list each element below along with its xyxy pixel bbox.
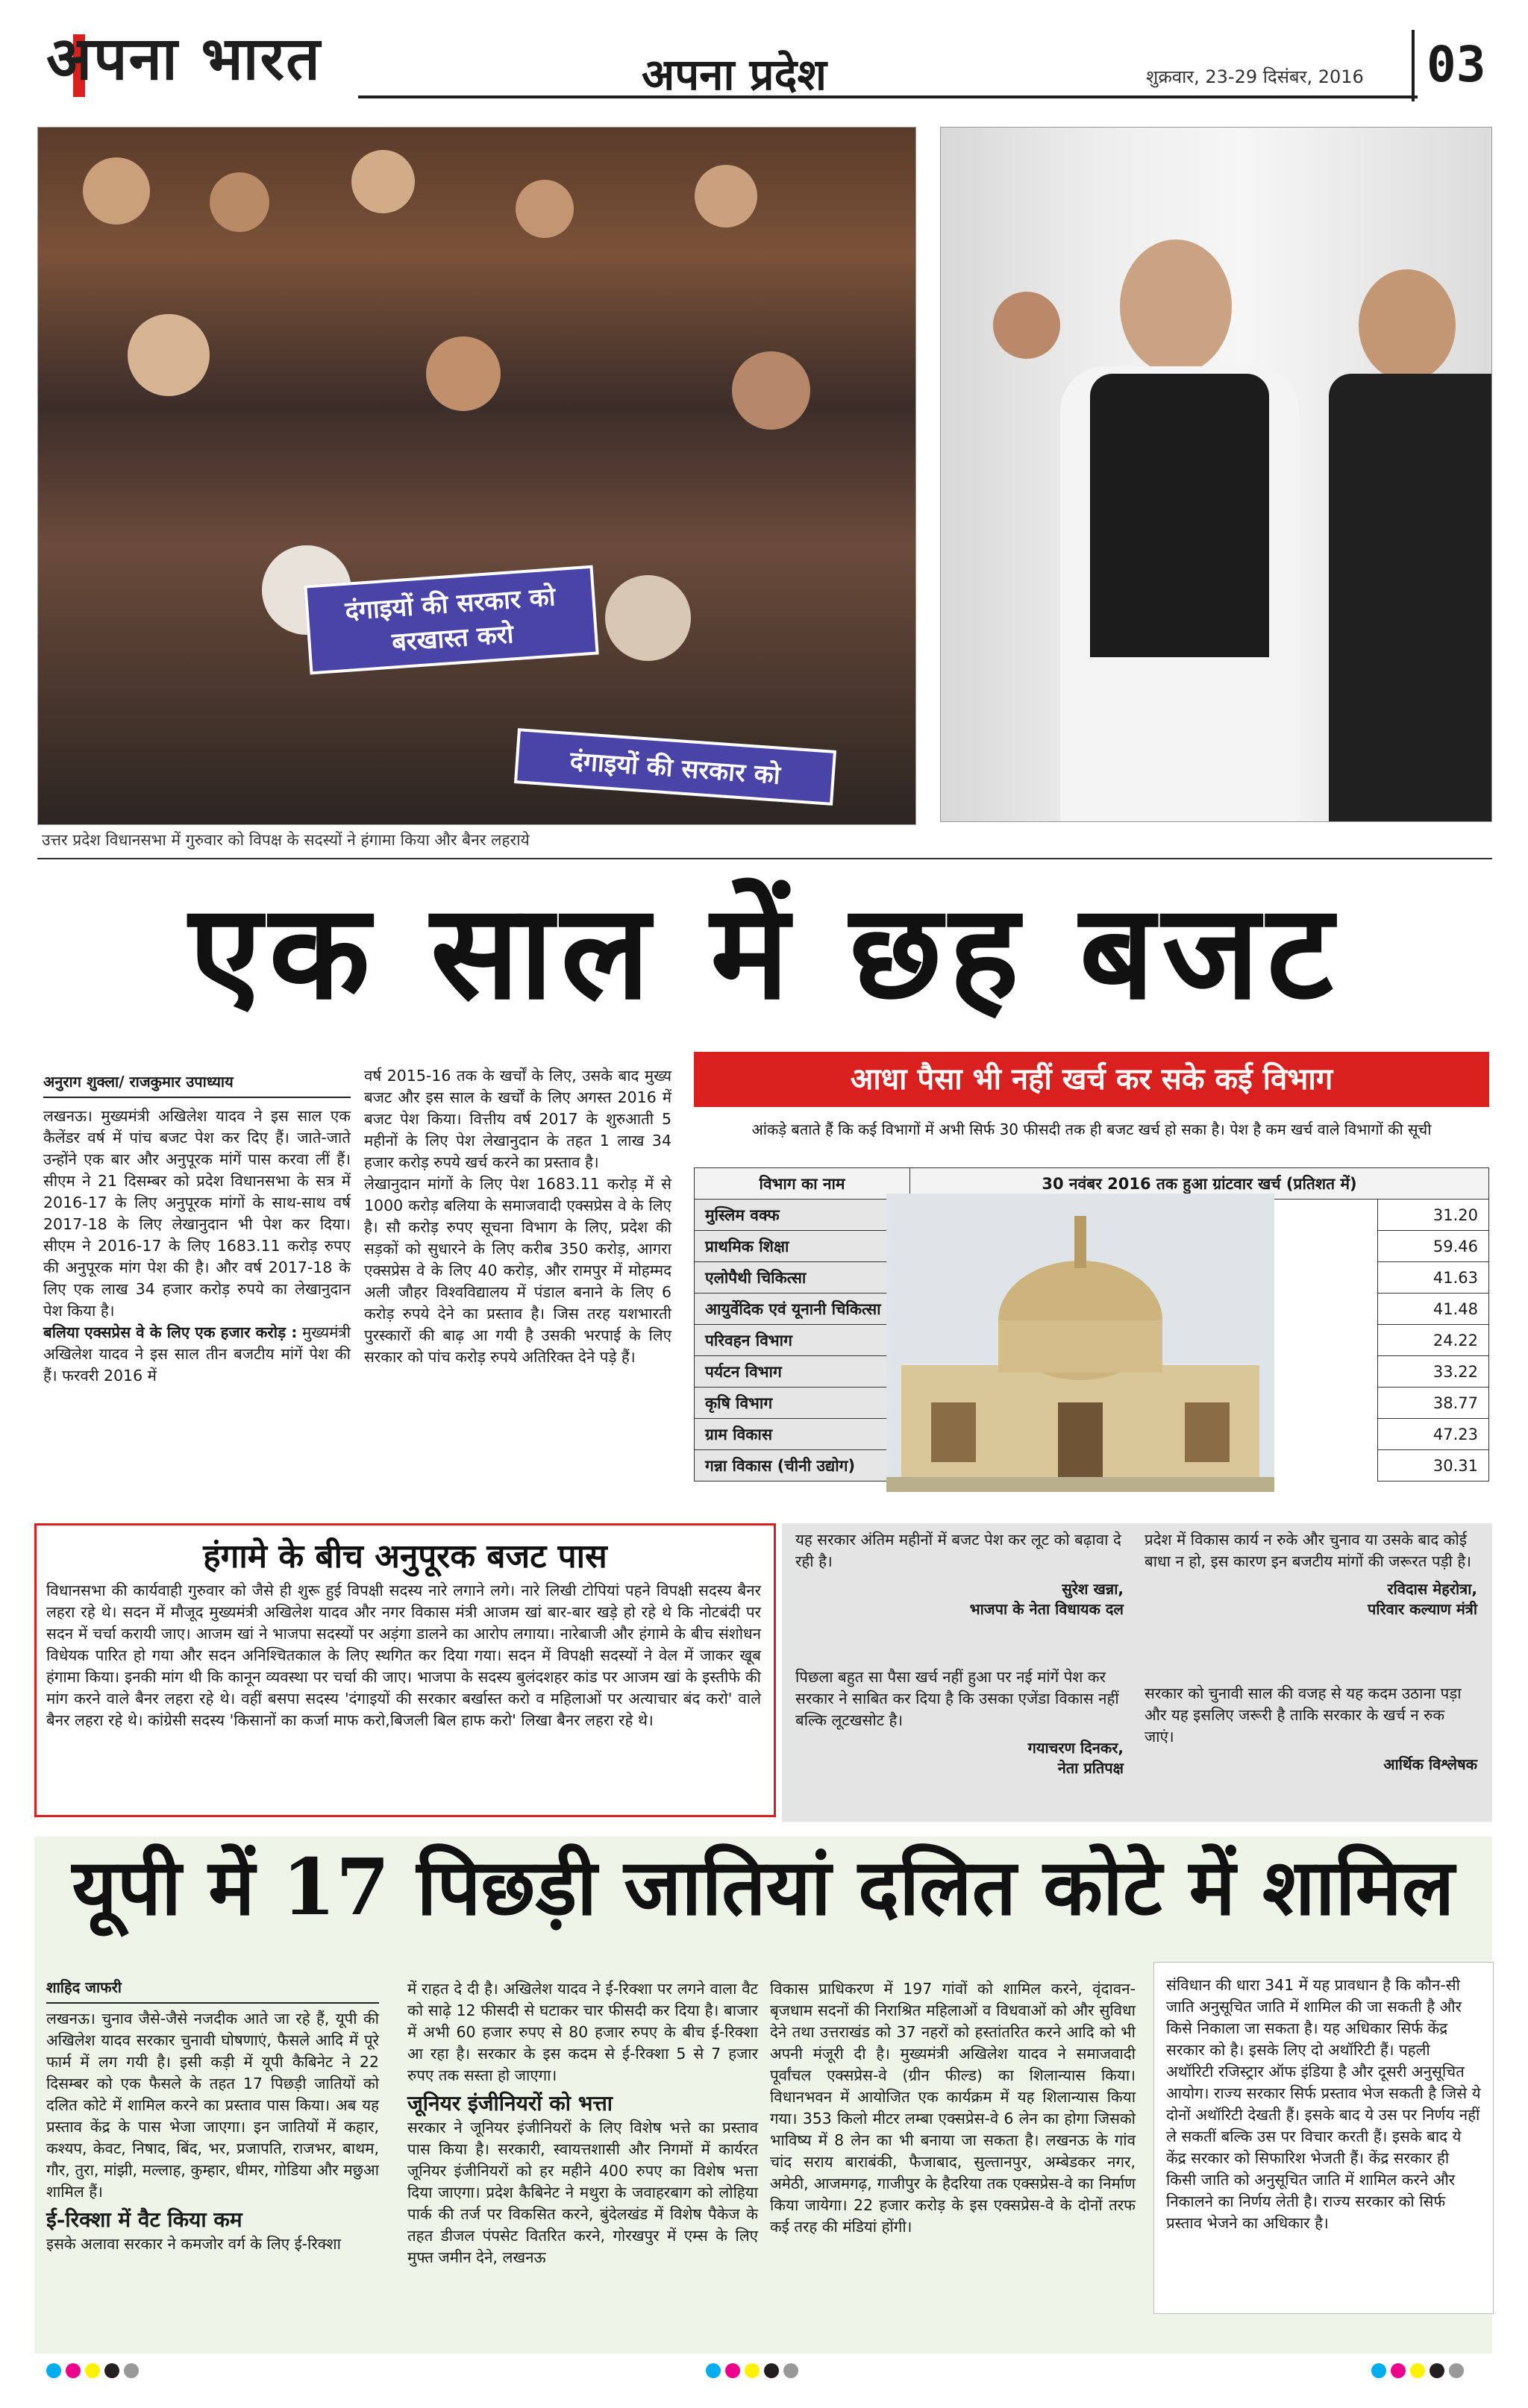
table-header-value: 30 नवंबर 2016 तक हुआ ग्रांटवार खर्च (प्रतिशत में) bbox=[910, 1168, 1489, 1200]
protest-banner-1: दंगाइयों की सरकार को बरखास्त करो bbox=[304, 565, 598, 675]
byline-rule bbox=[43, 1097, 351, 1098]
table-header-name: विभाग का नाम bbox=[695, 1168, 910, 1200]
hungama-box-title: हंगामे के बीच अनुपूरक बजट पास bbox=[203, 1537, 607, 1575]
table-row: परिवहन विभाग 24.22 bbox=[695, 1325, 1489, 1356]
section-title: अपना प्रदेश bbox=[642, 49, 827, 100]
caption-rule bbox=[37, 858, 1492, 859]
issue-date: शुक्रवार, 23-29 दिसंबर, 2016 bbox=[1146, 66, 1364, 87]
print-registration-dots-center bbox=[706, 2363, 803, 2381]
masthead-logo: अपना भारत bbox=[46, 23, 322, 93]
quote-1: यह सरकार अंतिम महीनों में बजट पेश कर लूट को बढ़ावा दे रही है। सुरेश खन्ना, भाजपा के नेता विधायक दल bbox=[795, 1531, 1124, 1618]
table-row: मुस्लिम वक्फ 31.20 bbox=[695, 1200, 1489, 1231]
table-row: एलोपैथी चिकित्सा 41.63 bbox=[695, 1262, 1489, 1294]
table-row: कृषि विभाग 38.77 bbox=[695, 1388, 1489, 1419]
article2-byline: शाहिद जाफरी bbox=[46, 1978, 122, 1996]
table-row: प्राथमिक शिक्षा 59.46 bbox=[695, 1231, 1489, 1262]
article2-byline-rule bbox=[46, 2002, 379, 2004]
article2-sidebar bbox=[1153, 1962, 1494, 2314]
table-row: गन्ना विकास (चीनी उद्योग) 30.31 bbox=[695, 1450, 1489, 1482]
chief-minister-photo bbox=[940, 127, 1492, 822]
article2-column-2: में राहत दे दी है। अखिलेश यादव ने ई-रिक्शा पर लगने वाला वैट को साढ़े 12 फीसदी से घटाकर चार फीसदी कर दिया है। बाजार में अभी 60 हजार रुपए से 80 हजार रुपए के बीच ई-रिक्शा आ रहा है। सरकार के इस कदम से ई-रिक्शा 5 से 7 हजार रुपए तक सस्ता हो जाएगा। जूनियर इंजीनियरों को भत्ता सरकार ने जूनियर इंजीनियरों के लिए विशेष भत्ते का प्रस्ताव पास किया है। सरकारी, स्वायत्तशासी और निगमों में कार्यरत जूनियर इंजीनियरों को हर महीने 400 रुपए का विशेष भत्ता दिया जाएगा। प्रदेश कैबिनेट ने मथुरा के जवाहरबाग को लोहिया पार्क की तर्ज पर विकसित करने, बुंदेलखंड में विशेष पैकेज के तहत डीजल पंपसेट वितरित करने, गोरखपुर में एम्स के लिए मुफ्त जमीन देने, लखनऊ bbox=[407, 1980, 758, 2266]
dept-box-note: आंकड़े बताते हैं कि कई विभागों में अभी सिर्फ 30 फीसदी तक ही बजट खर्च हो सका है। पेश है कम खर्च वाले विभागों की सूची bbox=[751, 1120, 1432, 1138]
page-number-divider bbox=[1412, 30, 1415, 101]
print-registration-dots-right bbox=[1371, 2363, 1468, 2381]
main-headline: एक साल में छह बजट bbox=[189, 874, 1341, 1029]
page-number: 03 bbox=[1427, 36, 1486, 93]
dept-box-header: आधा पैसा भी नहीं खर्च कर सके कई विभाग bbox=[694, 1052, 1489, 1107]
table-row: ग्राम विकास 47.23 bbox=[695, 1419, 1489, 1450]
vidhan-bhawan-image bbox=[886, 1194, 1274, 1492]
hand-wave bbox=[993, 292, 1060, 359]
article2-sidebar-text: संविधान की धारा 341 में यह प्रावधान है कि कौन-सी जाति अनुसूचित जाति में शामिल की जा सकती है और किसे निकाला जा सकता है। यह अधिकार सिर्फ केंद्र सरकार को है। इसके लिए दो अथॉरिटी हैं। पहली अथॉरिटी रजिस्ट्रार ऑफ इंडिया है और दूसरी अनुसूचित आयोग। राज्य सरकार सिर्फ प्रस्ताव भेज सकती है जिसे ये दोनों अथॉरिटी देखती हैं। इसके बाद ये उस पर निर्णय नहीं ले सकतीं बल्कि उस पर विचार करती हैं। इसके बाद ये केंद्र सरकार को सिफारिश भेजती हैं। केंद्र सरकार ही किसी जाति को अनुसूचित जाति में शामिल करने और निकालने का निर्णय लेती है। राज्य सरकार को सिर्फ प्रस्ताव भेजने का अधिकार है। bbox=[1166, 1976, 1481, 2232]
article2-column-1: लखनऊ। चुनाव जैसे-जैसे नजदीक आते जा रहे हैं, यूपी की अखिलेश यादव सरकार चुनावी घोषणाएं, फैसले आदि में पूरे फार्म में लग गयी है। इसी कड़ी में यूपी कैबिनेट ने 22 दिसम्बर को एक फैसले के तहत 17 पिछड़ी जातियों को दलित कोटे में शामिल करने का प्रस्ताव पास किया। अब यह प्रस्ताव केंद्र के पास भेजा जाएगा। इन जातियों में कहार, कश्यप, केवट, निषाद, बिंद, भर, प्रजापति, राजभर, बाथम, गौर, तुरा, मांझी, मल्लाह, कुम्हार, धीमर, गोडिया और मछुआ शामिल हैं। ई-रिक्शा में वैट किया कम इसके अलावा सरकार ने कमजोर वर्ग के लिए ई-रिक्शा bbox=[46, 2010, 379, 2253]
hungama-box-body: विधानसभा की कार्यवाही गुरुवार को जैसे ही शुरू हुई विपक्षी सदस्य नारे लगाने लगे। नारे लिखी टोपियां पहने विपक्षी सदस्य बैनर लहरा रहे थे। सदन में मौजूद मुख्यमंत्री अखिलेश यादव और नगर विकास मंत्री आजम खां बार-बार खड़े हो रहे थे कि नोटबंदी पर सदन में चर्चा करायी जाए। आजम खां ने भाजपा सदस्यों पर अड़ंगा डालने का आरोप लगाया। नारेबाजी और हंगामे के बीच संशोधन विधेयक पारित हो गया और सदन अनिश्चितकाल के लिए स्थगित कर दिया गया। सदन में विपक्षी सदस्यों ने वेल में जाकर खूब हंगामा किया। इनकी मांग थी कि कानून व्यवस्था पर चर्चा की जाए। भाजपा के सदस्य बुलंदशहर कांड पर आजम खां के इस्तीफे की मांग करने वाले बैनर लहरा रहे थे। वहीं बसपा सदस्य 'दंगाइयों की सरकार बर्खास्त करो व महिलाओं पर अत्याचार बंद करो' वाले बैनर लहरा रहे थे। कांग्रेसी सदस्य 'किसानों का कर्जा माफ करो,बिजली बिल हाफ करो' लिखा बैनर लहरा रहे थे। bbox=[46, 1581, 761, 1729]
table-row: आयुर्वेदिक एवं यूनानी चिकित्सा 41.48 bbox=[695, 1294, 1489, 1325]
article1-column-1: लखनऊ। मुख्यमंत्री अखिलेश यादव ने इस साल एक कैलेंडर वर्ष में पांच बजट पेश कर दिए हैं। जाते-जाते उन्होंने एक बार और अनुपूरक मांगें पास करवा लीं हैं। सीएम ने 21 दिसम्बर को प्रदेश विधानसभा के सत्र में 2016-17 के लिए अनुपूरक मांगों के साथ-साथ वर्ष 2017-18 के लिए लेखानुदान भी पेश कर दिया। सीएम ने 2016-17 के लिए 1683.11 करोड़ रुपए की अनुपूरक मांग पेश की है। और वर्ष 2017-18 के लिए एक लाख 34 हजार करोड़ रुपये का लेखानुदान पेश किया है। बलिया एक्सप्रेस वे के लिए एक हजार करोड़ : मुख्यमंत्री अखिलेश यादव ने इस साल तीन बजटीय मांगें पेश की हैं। फरवरी 2016 में bbox=[43, 1107, 351, 1385]
article1-byline: अनुराग शुक्ला/ राजकुमार उपाध्याय bbox=[43, 1073, 234, 1091]
assembly-protest-photo bbox=[37, 127, 916, 825]
photo-caption: उत्तर प्रदेश विधानसभा में गुरुवार को विपक्ष के सदस्यों ने हंगामा किया और बैनर लहराये bbox=[42, 831, 530, 849]
quote-2: पिछला बहुत सा पैसा खर्च नहीं हुआ पर नई मांगें पेश कर सरकार ने साबित कर दिया है कि उसका एजेंडा विकास नहीं बल्कि लूटखसोट है। गयाचरण दिनकर, नेता प्रतिपक्ष bbox=[795, 1668, 1124, 1777]
quote-3: प्रदेश में विकास कार्य न रुके और चुनाव या उसके बाद कोई बाधा न हो, इस कारण इन बजटीय मांगों की जरूरत पड़ी है। रविदास मेहरोत्रा, परिवार कल्याण मंत्री bbox=[1145, 1531, 1477, 1618]
table-row: पर्यटन विभाग 33.22 bbox=[695, 1356, 1489, 1388]
article2-headline: यूपी में 17 पिछड़ी जातियां दलित कोटे में शामिल bbox=[72, 1841, 1455, 1933]
article2-column-3: विकास प्राधिकरण में 197 गांवों को शामिल करने, वृंदावन-बृजधाम सदनों की निराश्रित महिलाओं व विधवाओं को और सुविधा देने तथा उत्तराखंड को 37 नहरों को हस्तांतरित करने आदि को भी अपनी मंजूरी दी है। मुख्यमंत्री अखिलेश यादव ने समाजवादी पूर्वांचल एक्सप्रेस-वे (ग्रीन फील्ड) का शिलान्यास किया। विधानभवन में आयोजित एक कार्यक्रम में यह शिलान्यास किया गया। 353 किलो मीटर लम्बा एक्सप्रेस-वे 6 लेन का होगा जिसको भाविष्य में 8 लेन का भी बनाया जा सकता है। लखनऊ के गांव चांद सराय बाराबंकी, फैजाबाद, सुल्तानपुर, अम्बेडकर नगर, अमेठी, आजमगढ़, गाजीपुर के हैदरिया तक एक्सप्रेस-वे का निर्माण किया जायेगा। 22 हजार करोड़ के इस एक्सप्रेस-वे के दोनों तरफ कई तरह की मंडियां होंगी। bbox=[770, 1980, 1136, 2236]
article1-column-2: वर्ष 2015-16 तक के खर्चों के लिए, उसके बाद मुख्य बजट और इस साल के खर्चों के लिए अगस्त 2016 में बजट पेश किया। वित्तीय वर्ष 2017 के शुरुआती 5 महीनों के लिए पेश लेखानुदान के तहत 1 लाख 34 हजार करोड़ रुपये खर्च करने का प्रस्ताव है। लेखानुदान मांगों के लिए पेश 1683.11 करोड़ में से 1000 करोड़ बलिया के समाजवादी एक्सप्रेस वे के लिए है। सौ करोड़ रुपए सूचना विभाग के लिए, प्रदेश की सड़कों को सुधारने के लिए करीब 350 करोड़, आगरा एक्सप्रेस वे के लिए 40 करोड़, और रामपुर में मोहम्मद अली जौहर विश्वविद्यालय में पंडाल बनाने के लिए 6 करोड़ रुपये देने का प्रस्ताव है। जिस तरह यशभारती पुरस्कारों की बाढ़ आ गयी है उसकी भरपाई के लिए सरकार को पांच करोड़ रुपये अतिरिक्त देने पड़े हैं। bbox=[364, 1067, 671, 1366]
masthead-rule bbox=[358, 95, 1418, 98]
protest-banner-2: दंगाइयों की सरकार को bbox=[514, 728, 836, 806]
quote-4: सरकार को चुनावी साल की वजह से यह कदम उठाना पड़ा और यह इसलिए जरूरी है ताकि सरकार के खर्च न रुक जाएं। आर्थिक विश्लेषक bbox=[1145, 1684, 1477, 1773]
print-registration-dots-left bbox=[46, 2363, 143, 2381]
